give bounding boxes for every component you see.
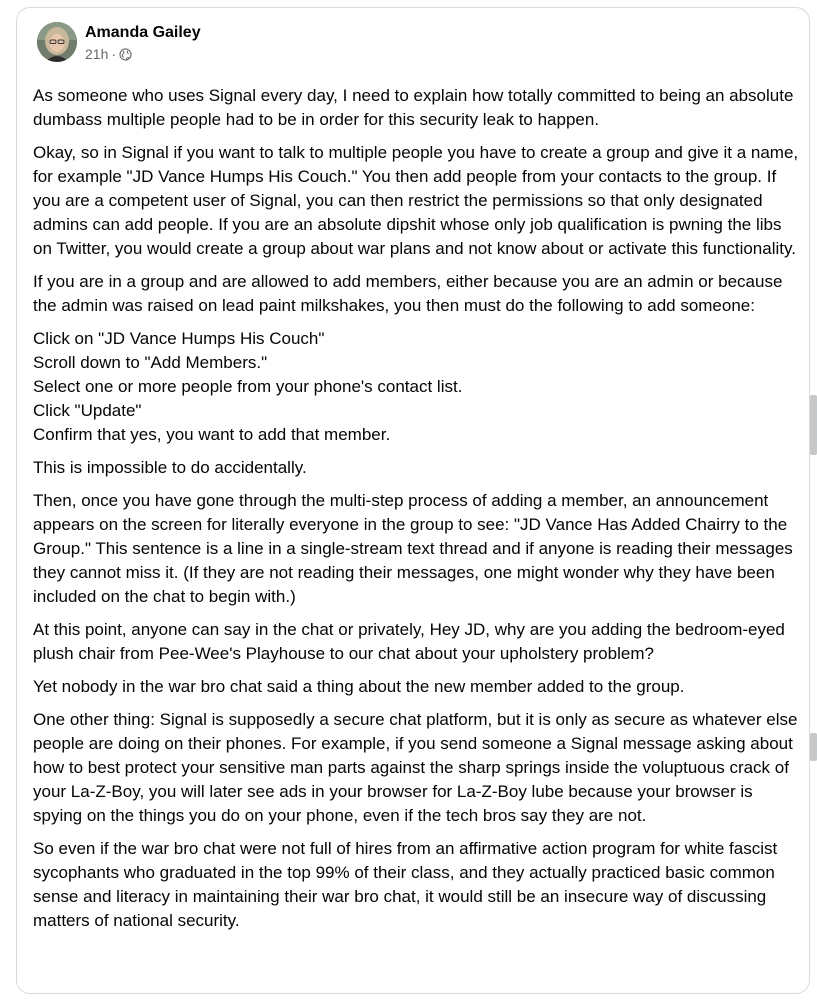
post-paragraph: So even if the war bro chat were not full of hires from an affirmative action program for white fascist sycophants who graduated in the top 99% of their class, and they actually practiced basic common sense and literacy in maintaining their war bro chat, it would still be an insecure way of discussing matters of national security.: [33, 839, 778, 930]
post-paragraph: If you are in a group and are allowed to add members, either because you are an admin or because the admin was raised on lead paint milkshakes, you then must do the following to add someone:: [33, 272, 783, 315]
meta-separator: ·: [111, 46, 117, 62]
post-paragraph: As someone who uses Signal every day, I need to explain how totally committed to being an absolute dumbass multiple people had to be in order for this security leak to happen.: [33, 86, 794, 129]
post-paragraph: At this point, anyone can say in the chat or privately, Hey JD, why are you adding the bedroom-eyed plush chair from Pee-Wee's Playhouse to our chat about your upholstery problem?: [33, 620, 785, 663]
post-paragraph: Yet nobody in the war bro chat said a thing about the new member added to the group.: [33, 677, 685, 696]
steps-list: [33, 327, 803, 447]
post-card: [16, 7, 810, 994]
post-paragraph: Then, once you have gone through the multi-step process of adding a member, an announcement appears on the screen for literally everyone in the group to see: "JD Vance Has Added Chairry to the Group." This sentence is a line in a single-stream text thread and if anyone is reading their messages they cannot miss it. (If they are not reading their messages, one might wonder why they have been included on the chat to begin with.): [33, 491, 793, 606]
step-item: Scroll down to "Add Members.": [33, 353, 268, 372]
post-timestamp[interactable]: 21h: [85, 46, 109, 62]
avatar-image: [37, 22, 77, 62]
step-item: Confirm that yes, you want to add that member.: [33, 425, 391, 444]
post-paragraph: One other thing: Signal is supposedly a secure chat platform, but it is only as secure as whatever else people are doing on their phones. For example, if you send someone a Signal message asking about how to best protect your sensitive man parts against the sharp springs inside the voluptuous crack of your La-Z-Boy, you will later see ads in your browser for La-Z-Boy lube because your browser is spying on the things you do on your phone, even if the tech bros say they are not.: [33, 710, 798, 825]
step-item: Click "Update": [33, 401, 142, 420]
post-paragraph: This is impossible to do accidentally.: [33, 458, 307, 477]
step-item: Click on "JD Vance Humps His Couch": [33, 329, 325, 348]
author-avatar[interactable]: [37, 22, 77, 62]
post-paragraph: Okay, so in Signal if you want to talk to multiple people you have to create a group and give it a name, for example "JD Vance Humps His Couch." You then add people from your contacts to the group. If you are a competent user of Signal, you can then restrict the permissions so that only designated admins can add people. If you are an absolute dipshit whose only job qualification is pwning the libs on Twitter, you would create a group about war plans and not know about or activate this functionality.: [33, 143, 799, 258]
post-body: [33, 84, 803, 942]
scrollbar-thumb-lower[interactable]: [810, 733, 817, 761]
step-item: Select one or more people from your phone's contact list.: [33, 377, 463, 396]
author-name[interactable]: Amanda Gailey: [85, 24, 201, 41]
post-meta: [85, 46, 132, 62]
globe-icon[interactable]: [119, 48, 132, 61]
scrollbar-thumb[interactable]: [810, 395, 817, 455]
